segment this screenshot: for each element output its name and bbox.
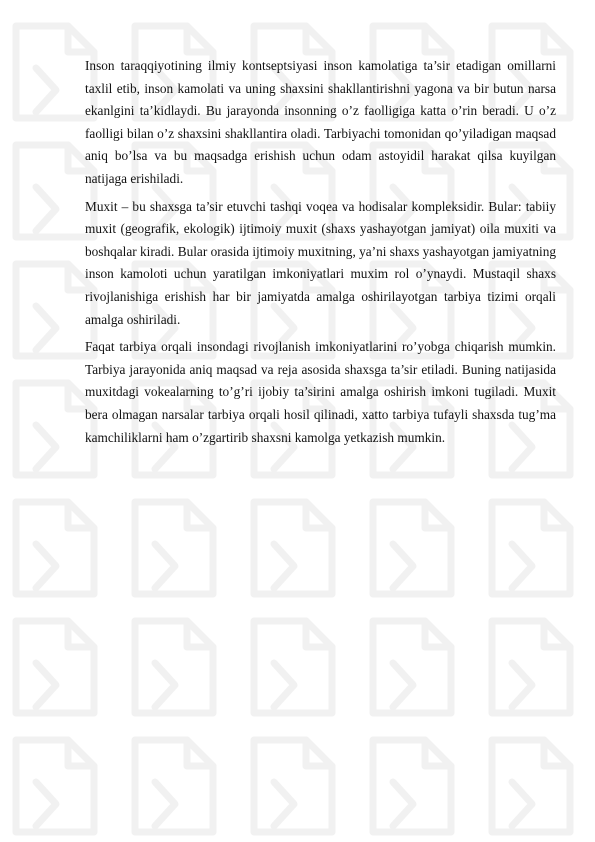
document-watermark-icon: [373, 621, 451, 713]
document-watermark-icon: [16, 26, 94, 118]
document-watermark-icon: [16, 383, 94, 475]
document-watermark-icon: [492, 621, 570, 713]
document-watermark-icon: [254, 740, 332, 832]
document-watermark-icon: [135, 502, 213, 594]
document-watermark-icon: [16, 264, 94, 356]
paragraph-2: Muxit – bu shaxsga ta’sir etuvchi tashqi voqea va hodisalar kompleksidir. Bular: tabiiy muxit (geografik, ekologik) ijtimoiy muxit (shaxs yashayotgan jamiyat) oila muxiti va boshqalar kiradi. Bular orasida ijtimoiy muxitning, ya’ni shaxs yashayotgan jamiyatning inson kamoloti uchun yaratilgan imkoniyatlari muxim rol o’ynaydi. Mustaqil shaxs rivojlanishiga erishish har bir jamiyatda amalga oshirilayotgan tarbiya tizimi orqali amalga oshiriladi.: [85, 198, 556, 327]
document-watermark-icon: [254, 621, 332, 713]
document-watermark-icon: [16, 502, 94, 594]
document-watermark-icon: [492, 740, 570, 832]
document-watermark-icon: [492, 502, 570, 594]
document-watermark-icon: [373, 502, 451, 594]
document-watermark-icon: [16, 740, 94, 832]
document-watermark-icon: [254, 502, 332, 594]
document-watermark-icon: [135, 740, 213, 832]
document-body: [85, 55, 556, 454]
document-watermark-icon: [16, 145, 94, 237]
paragraph-3: Faqat tarbiya orqali insondagi rivojlanish imkoniyatlarini ro’yobga chiqarish mumkin. Tarbiya jarayonida aniq maqsad va reja asosida shaxsga ta’sir etiladi. Buning natijasida muxitdagi vokealarning to’g’ri ijobiy ta’sirini amalga oshirish imkoni tugiladi. Muxit bera olmagan narsalar tarbiya orqali hosil qilinadi, xatto tarbiya tufayli shaxsda tug’ma kamchiliklarni ham o’zgartirib shaxsni kamolga yetkazish mumkin.: [85, 339, 556, 445]
paragraph-1: Inson taraqqiyotining ilmiy kontseptsiyasi inson kamolatiga ta’sir etadigan omillarni taxlil etib, inson kamolati va uning shaxsini shakllantirishni yagona va bir butun narsa ekanlgini ta’kidlaydi. Bu jarayonda insonning o’z faolligiga katta o’rin beradi. U o’z faolligi bilan o’z shaxsini shakllantira oladi. Tarbiyachi tomonidan qo’yiladigan maqsad aniq bo’lsa va bu maqsadga erishish uchun odam astoyidil harakat qilsa kuyilgan natijaga erishiladi.: [85, 58, 556, 186]
document-watermark-icon: [135, 621, 213, 713]
document-watermark-icon: [373, 740, 451, 832]
document-watermark-icon: [16, 621, 94, 713]
